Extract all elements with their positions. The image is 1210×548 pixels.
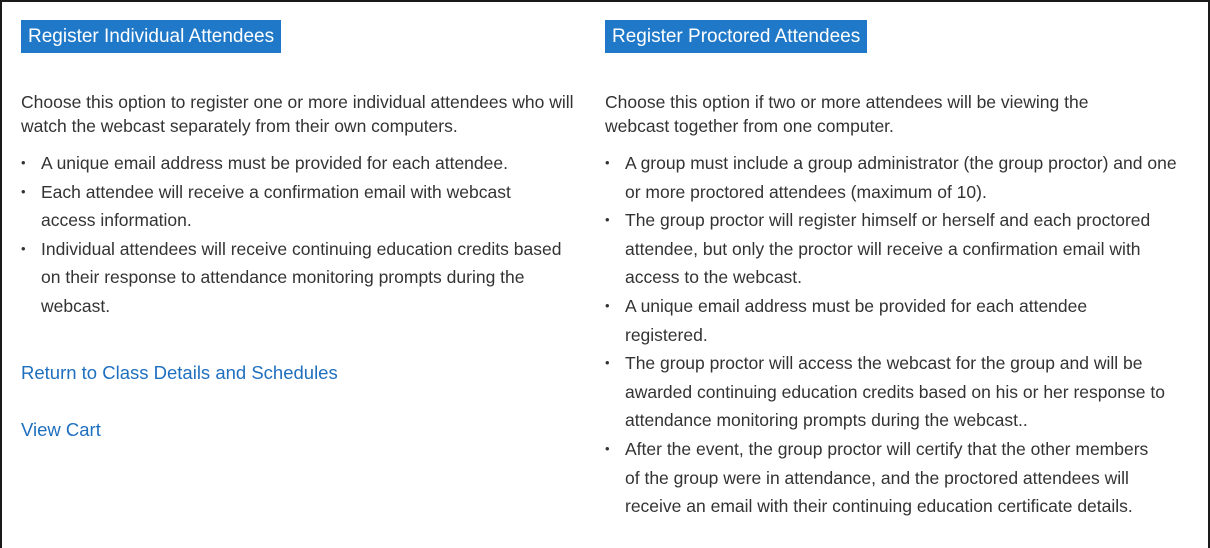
list-item: • The group proctor will register himself or herself and each proctored attendee, but only the proctor will receive a confirmation email with access to the webcast. [605, 206, 1195, 292]
list-item: • A group must include a group administrator (the group proctor) and one or more proctored attendees (maximum of 10). [605, 149, 1195, 206]
navigation-links [21, 361, 581, 442]
proctored-bullet-list [605, 149, 1195, 521]
list-item: • A unique email address must be provided for each attendee. [21, 149, 581, 178]
register-proctored-attendees-button[interactable]: Register Proctored Attendees [605, 20, 867, 53]
list-item: • The group proctor will access the webcast for the group and will be awarded continuing education credits based on his or her response to attendance monitoring prompts during the webcast.. [605, 349, 1195, 435]
list-item: • After the event, the group proctor will certify that the other members of the group were in attendance, and the proctored attendees will receive an email with their continuing education certificate details. [605, 435, 1150, 521]
individual-intro-text: Choose this option to register one or more individual attendees who will watch the webcast separately from their own computers. [21, 92, 574, 136]
view-cart-link[interactable]: View Cart [21, 418, 101, 440]
list-item: • Each attendee will receive a confirmation email with webcast access information. [21, 178, 566, 235]
proctored-intro-text: Choose this option if two or more attendees will be viewing the webcast together from one computer. [605, 92, 1089, 136]
list-item: • Individual attendees will receive continuing education credits based on their response to attendance monitoring prompts during the webcast. [21, 235, 566, 321]
proctored-attendees-panel [605, 20, 1195, 521]
individual-bullet-list [21, 149, 581, 321]
list-item: • A unique email address must be provided for each attendee registered. [605, 292, 1150, 349]
individual-attendees-panel [21, 20, 581, 442]
register-individual-attendees-button[interactable]: Register Individual Attendees [21, 20, 281, 53]
return-to-class-details-link[interactable]: Return to Class Details and Schedules [21, 361, 338, 383]
